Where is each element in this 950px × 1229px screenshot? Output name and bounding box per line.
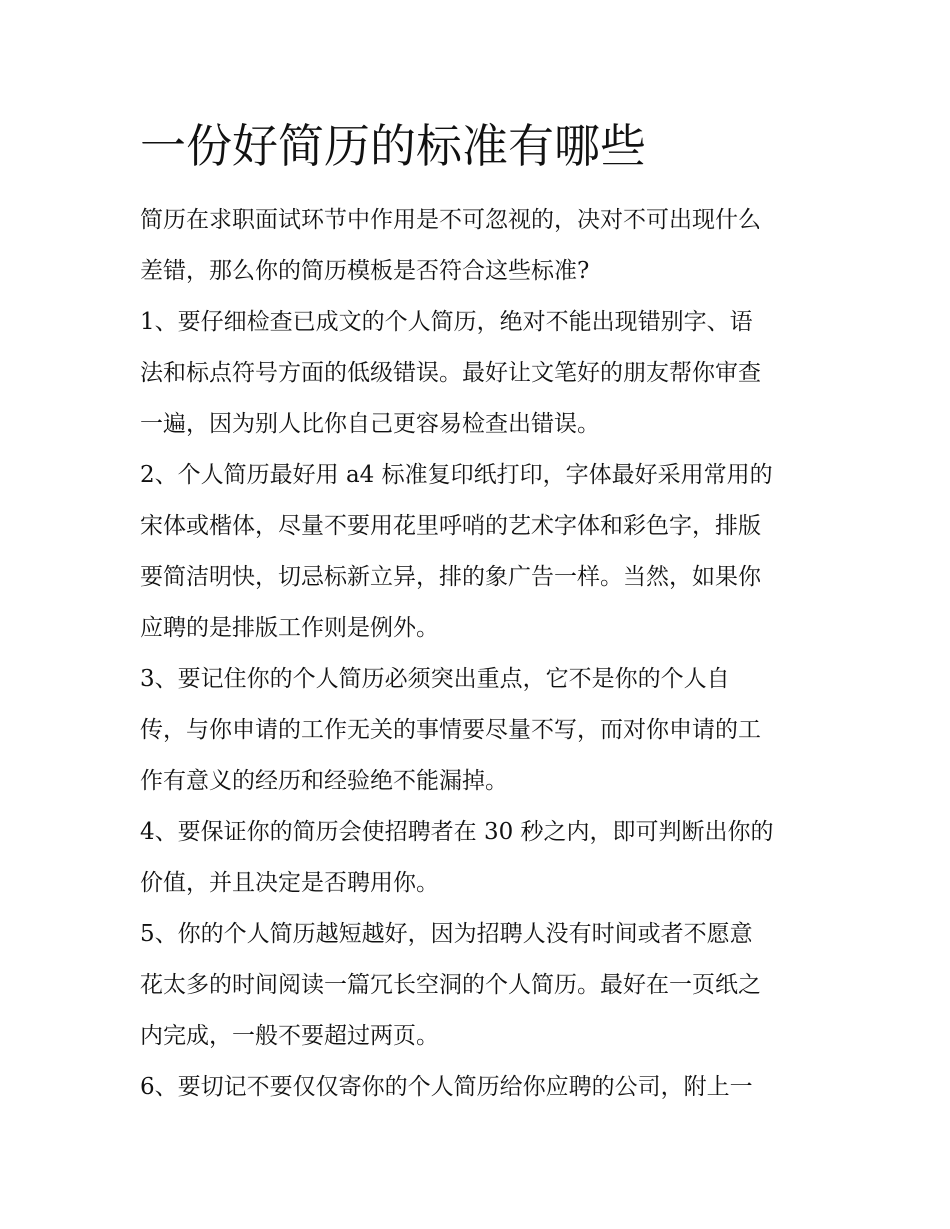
paragraph-item-5 xyxy=(140,909,820,1062)
text-line: 3、要记住你的个人简历必须突出重点，它不是你的个人自 xyxy=(140,666,730,692)
text-line: 要简洁明快，切忌标新立异，排的象广告一样。当然，如果你 xyxy=(140,564,761,590)
text-line: 5、你的个人简历越短越好，因为招聘人没有时间或者不愿意 xyxy=(140,921,753,947)
text-line: 1、要仔细检查已成文的个人简历，绝对不能出现错别字、语 xyxy=(140,309,753,335)
text-line: 一遍，因为别人比你自己更容易检查出错误。 xyxy=(140,411,600,437)
paragraph-item-2 xyxy=(140,450,820,654)
text-line: 差错，那么你的简历模板是否符合这些标准? xyxy=(140,258,590,284)
text-line: 简历在求职面试环节中作用是不可忽视的，决对不可出现什么 xyxy=(140,207,761,233)
text-line: 作有意义的经历和经验绝不能漏掉。 xyxy=(140,768,508,794)
paragraph-intro xyxy=(140,195,820,297)
document-body xyxy=(140,195,820,1113)
text-line: 花太多的时间阅读一篇冗长空洞的个人简历。最好在一页纸之 xyxy=(140,972,761,998)
text-line: 宋体或楷体，尽量不要用花里呼哨的艺术字体和彩色字，排版 xyxy=(140,513,761,539)
text-line: 传，与你申请的工作无关的事情要尽量不写，而对你申请的工 xyxy=(140,717,761,743)
paragraph-item-4 xyxy=(140,807,820,909)
paragraph-item-3 xyxy=(140,654,820,807)
text-line: 2、个人简历最好用 a4 标准复印纸打印，字体最好采用常用的 xyxy=(140,462,773,488)
text-line: 法和标点符号方面的低级错误。最好让文笔好的朋友帮你审查 xyxy=(140,360,761,386)
text-line: 4、要保证你的简历会使招聘者在 30 秒之内，即可判断出你的 xyxy=(140,819,774,845)
text-line: 应聘的是排版工作则是例外。 xyxy=(140,615,439,641)
paragraph-item-1 xyxy=(140,297,820,450)
document-title: 一份好简历的标准有哪些 xyxy=(140,119,646,173)
text-line: 价值，并且决定是否聘用你。 xyxy=(140,870,439,896)
text-line: 内完成，一般不要超过两页。 xyxy=(140,1023,439,1049)
text-line: 6、要切记不要仅仅寄你的个人简历给你应聘的公司，附上一 xyxy=(140,1074,753,1100)
paragraph-item-6 xyxy=(140,1062,820,1113)
